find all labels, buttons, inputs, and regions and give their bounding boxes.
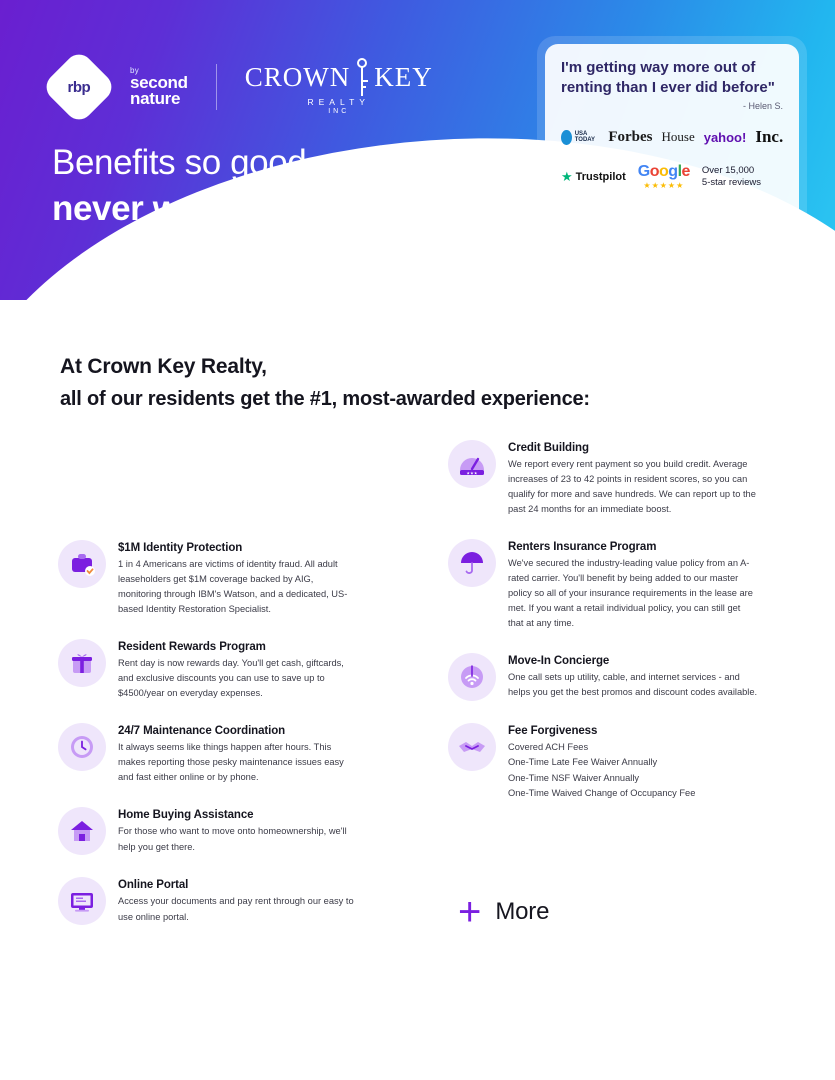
reviews-count <box>702 165 761 189</box>
benefit-description: We report every rent payment so you build credit. Average increases of 23 to 42 points in resident scores, so you can qualify for more and save hundreds. We can report up to the past 24 months for an immediate boost. <box>508 459 756 515</box>
realty-sub-label: REALTY <box>307 97 370 107</box>
second-nature-line2: nature <box>130 89 181 108</box>
google-stars-icon: ★★★★★ <box>643 181 685 190</box>
crown-key-realty-logo <box>245 58 433 115</box>
usa-today-label: USA TODAY <box>574 131 596 143</box>
benefit-description: 1 in 4 Americans are victims of identity fraud. All adult leaseholders get $1M coverage backed by AIG, monitoring through IBM's Watson, and a dedicated, US-based Identity Restoration Specialist. <box>118 559 348 615</box>
logo-lockup <box>52 58 433 115</box>
benefit-description: It always seems like things happen after hours. This makes reporting those pesky maintenance issues easy and fast either online or by phone. <box>118 742 344 783</box>
benefit-title: Home Buying Assistance <box>118 809 254 822</box>
inc-logo: Inc. <box>755 127 784 146</box>
fee-line: One-Time NSF Waiver Annually <box>508 772 640 783</box>
wifi-icon <box>448 653 496 701</box>
key-icon <box>354 58 370 96</box>
press-logos-row-2 <box>561 163 783 190</box>
benefit-title: 24/7 Maintenance Coordination <box>118 725 286 738</box>
benefit-item <box>58 540 358 617</box>
gift-icon <box>58 639 106 687</box>
testimonial-quote: I'm getting way more out of renting than I ever did before" <box>561 59 775 96</box>
benefit-item <box>448 539 758 631</box>
second-nature-by-label: by <box>130 65 140 75</box>
headline-line1-normal: Benefits so good, <box>52 143 325 182</box>
fee-line: One-Time Waived Change of Occupancy Fee <box>508 787 696 798</box>
trustpilot-star-icon: ★ <box>561 168 573 184</box>
rbp-mark-label: rbp <box>67 77 91 95</box>
identity-protection-icon <box>58 540 106 588</box>
hero-headline <box>52 140 464 232</box>
yahoo-logo: yahoo! <box>703 129 747 145</box>
reviews-line2: 5-star reviews <box>701 176 762 188</box>
second-nature-logo <box>130 66 188 107</box>
reviews-line1: Over 15,000 <box>701 164 755 176</box>
intro-line-2: all of our residents get the #1, most-awarded experience: <box>60 388 590 410</box>
second-nature-line1: second <box>130 72 188 92</box>
credit-score-icon <box>448 440 496 488</box>
monitor-icon <box>58 877 106 925</box>
headline-line2: never want to leave. <box>52 189 377 229</box>
benefit-title: Fee Forgiveness <box>508 725 598 738</box>
benefit-item <box>448 723 758 800</box>
inc-sub-label: INC <box>328 108 350 115</box>
fee-line: One-Time Late Fee Waiver Annually <box>508 757 658 768</box>
benefit-title: Online Portal <box>118 879 189 892</box>
trustpilot-label: Trustpilot <box>575 170 626 183</box>
crown-word: CROWN <box>244 61 351 92</box>
benefit-item <box>448 440 758 517</box>
benefit-item <box>58 807 358 855</box>
plus-icon: + <box>458 890 482 934</box>
umbrella-icon <box>448 539 496 587</box>
intro-block <box>60 355 590 411</box>
benefit-title: Resident Rewards Program <box>118 641 266 654</box>
benefit-description: Access your documents and pay rent through our easy to use online portal. <box>118 896 354 922</box>
fee-line: Covered ACH Fees <box>508 742 589 753</box>
benefit-description: Rent day is now rewards day. You'll get cash, giftcards, and exclusive discounts you can use to save up to $4500/year on everyday expenses. <box>118 658 344 699</box>
benefit-description: One call sets up utility, cable, and internet services - and helps you get the best promos and discount codes available. <box>508 672 758 698</box>
intro-line-1: At Crown Key Realty, <box>60 355 267 378</box>
rbp-badge-icon <box>41 48 117 124</box>
house-icon <box>58 807 106 855</box>
testimonial-author: - Helen S. <box>742 101 783 111</box>
fee-forgiveness-list <box>508 740 758 800</box>
benefit-item <box>58 639 358 701</box>
benefits-column-right <box>448 440 758 823</box>
testimonial-card <box>537 36 807 271</box>
key-word: KEY <box>374 61 433 92</box>
usa-today-logo <box>561 130 599 145</box>
benefit-title: Credit Building <box>508 442 589 454</box>
headline-line1-bold: you may <box>325 143 465 182</box>
house-beautiful-logo: House <box>661 129 695 144</box>
benefit-title: Renters Insurance Program <box>508 541 657 554</box>
handshake-icon <box>448 723 496 771</box>
benefit-item <box>58 723 358 785</box>
google-reviews-logo <box>638 163 690 190</box>
clock-icon <box>58 723 106 771</box>
benefit-description: We've secured the industry-leading value policy from an A-rated carrier. You'll benefit by being added to our master policy so all of your insurance requirements in the lease are met. If you want a retail individual policy, you can still get that at any time. <box>508 558 753 629</box>
benefit-title: Move-In Concierge <box>508 655 610 668</box>
benefit-description: For those who want to move onto homeownership, we'll help you get there. <box>118 826 347 852</box>
svg-text:★★★: ★★★ <box>466 470 478 476</box>
google-label: Google <box>637 163 690 180</box>
hero-banner <box>0 0 835 300</box>
logo-divider <box>216 64 217 110</box>
benefits-column-left <box>58 540 358 947</box>
benefit-item <box>58 877 358 925</box>
trustpilot-logo <box>561 169 626 185</box>
forbes-logo: Forbes <box>608 128 653 145</box>
benefit-item <box>448 653 758 701</box>
press-logos-row-1 <box>561 127 783 147</box>
usa-today-dot-icon <box>561 130 572 145</box>
more-benefits-row <box>458 890 550 934</box>
more-label: More <box>495 898 550 925</box>
benefit-title: $1M Identity Protection <box>118 542 243 554</box>
